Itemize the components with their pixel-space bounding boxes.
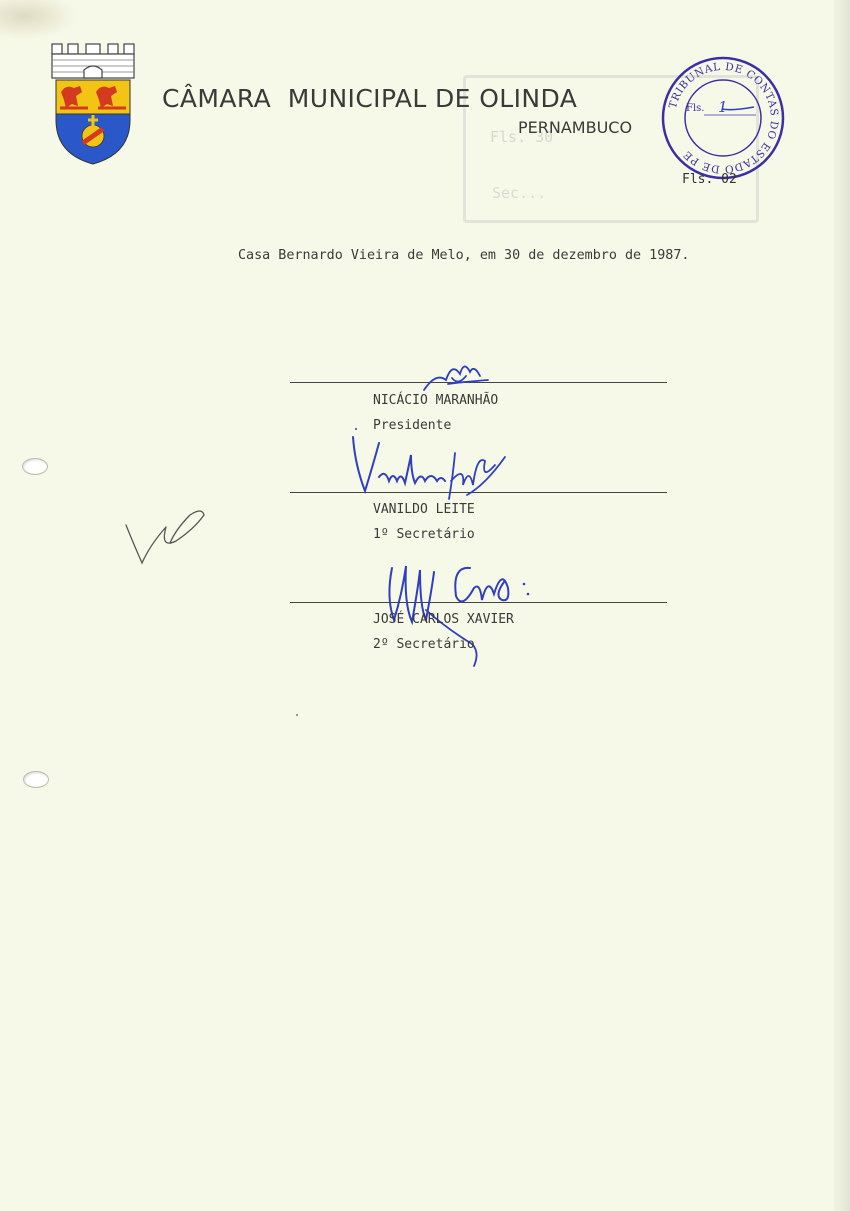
signatory-role-3: 2º Secretário bbox=[373, 637, 475, 652]
olinda-coat-of-arms bbox=[48, 42, 138, 166]
signatory-role-2: 1º Secretário bbox=[373, 527, 475, 542]
folio-number: Fls. 02 bbox=[682, 172, 737, 187]
svg-text:TRIBUNAL DE CONTAS DO ESTADO D bbox=[667, 61, 780, 175]
header-subtitle: PERNAMBUCO bbox=[518, 118, 633, 137]
faded-stamp-line-2: Sec... bbox=[492, 184, 547, 202]
ink-speck bbox=[355, 428, 357, 430]
signatory-name-3: JOSÉ CARLOS XAVIER bbox=[373, 612, 514, 627]
signature-vanildo bbox=[345, 425, 510, 510]
signatory-name-1: NICÁCIO MARANHÃO bbox=[373, 393, 499, 408]
ink-speck bbox=[296, 714, 298, 716]
seal-fls-value: 1 bbox=[718, 98, 728, 116]
margin-pencil-mark bbox=[120, 505, 220, 575]
seal-fls-label: Fls. bbox=[686, 103, 705, 114]
seal-text: TRIBUNAL DE CONTAS DO ESTADO DE PE bbox=[667, 60, 781, 176]
tribunal-seal bbox=[660, 55, 786, 181]
punch-hole-top bbox=[22, 458, 48, 475]
faded-stamp-line-1: Fls. 30 bbox=[490, 128, 554, 146]
signatory-role-1: Presidente bbox=[373, 418, 452, 433]
signatory-name-2: VANILDO LEITE bbox=[373, 502, 475, 517]
header-title: CÂMARA MUNICIPAL DE OLINDA bbox=[162, 84, 578, 113]
page-edge bbox=[834, 0, 850, 1211]
punch-hole-bottom bbox=[23, 771, 49, 788]
date-place-line: Casa Bernardo Vieira de Melo, em 30 de dezembro de 1987. bbox=[238, 248, 690, 263]
paper-stain bbox=[0, 0, 80, 40]
